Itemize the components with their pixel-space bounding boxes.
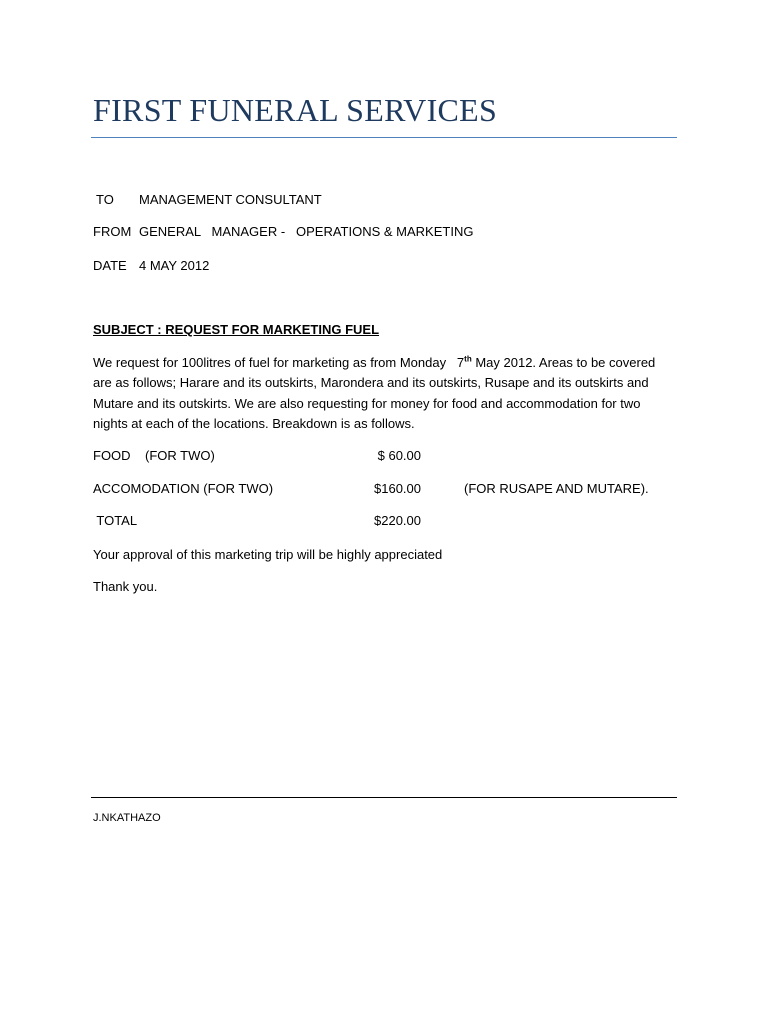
approval-line: Your approval of this marketing trip will be highly appreciated [93,547,443,562]
document-title: FIRST FUNERAL SERVICES [93,92,498,128]
body-line-2: are as follows; Harare and its outskirts, Marondera and its outskirts, Rusape and its outskirts and [93,375,649,391]
budget-total-amount: $220.00 [374,513,421,528]
body-line-1-end: May 2012. Areas to be covered [471,355,656,370]
body-line-3: Mutare and its outskirts. We are also requesting for money for food and accommodation for two [93,395,641,411]
body-line-4: nights at each of the locations. Breakdown is as follows. [93,415,415,431]
memo-to-value: MANAGEMENT CONSULTANT [139,192,322,207]
budget-item-label: ACCOMODATION (FOR TWO) [93,481,274,496]
budget-total-label: TOTAL [93,513,138,528]
budget-item-amount: $160.00 [374,481,421,496]
budget-item-label: FOOD (FOR TWO) [93,448,215,463]
body-line-1 [93,353,673,373]
body-line-1-start: We request for 100litres of fuel for marketing as from Monday 7 [93,355,465,370]
budget-item-note: (FOR RUSAPE AND MUTARE). [464,481,649,496]
budget-row-total [93,513,683,531]
budget-row-food [93,448,683,466]
memo-subject: SUBJECT : REQUEST FOR MARKETING FUEL [93,322,380,337]
title-divider [91,137,677,138]
thanks-line: Thank you. [93,579,158,594]
signature-line [91,797,677,798]
signatory-name: J.NKATHAZO [93,812,161,824]
memo-date-value: 4 MAY 2012 [139,258,210,273]
body-paragraph [93,353,673,434]
memo-from-label: FROM [93,224,132,239]
memo-date-label: DATE [93,258,127,273]
ordinal-suffix: th [464,354,472,364]
budget-item-amount: $ 60.00 [377,448,421,463]
memo-to-label: TO [96,192,114,207]
budget-row-accommodation [93,481,683,499]
memo-from-value: GENERAL MANAGER - OPERATIONS & MARKETING [139,224,474,239]
